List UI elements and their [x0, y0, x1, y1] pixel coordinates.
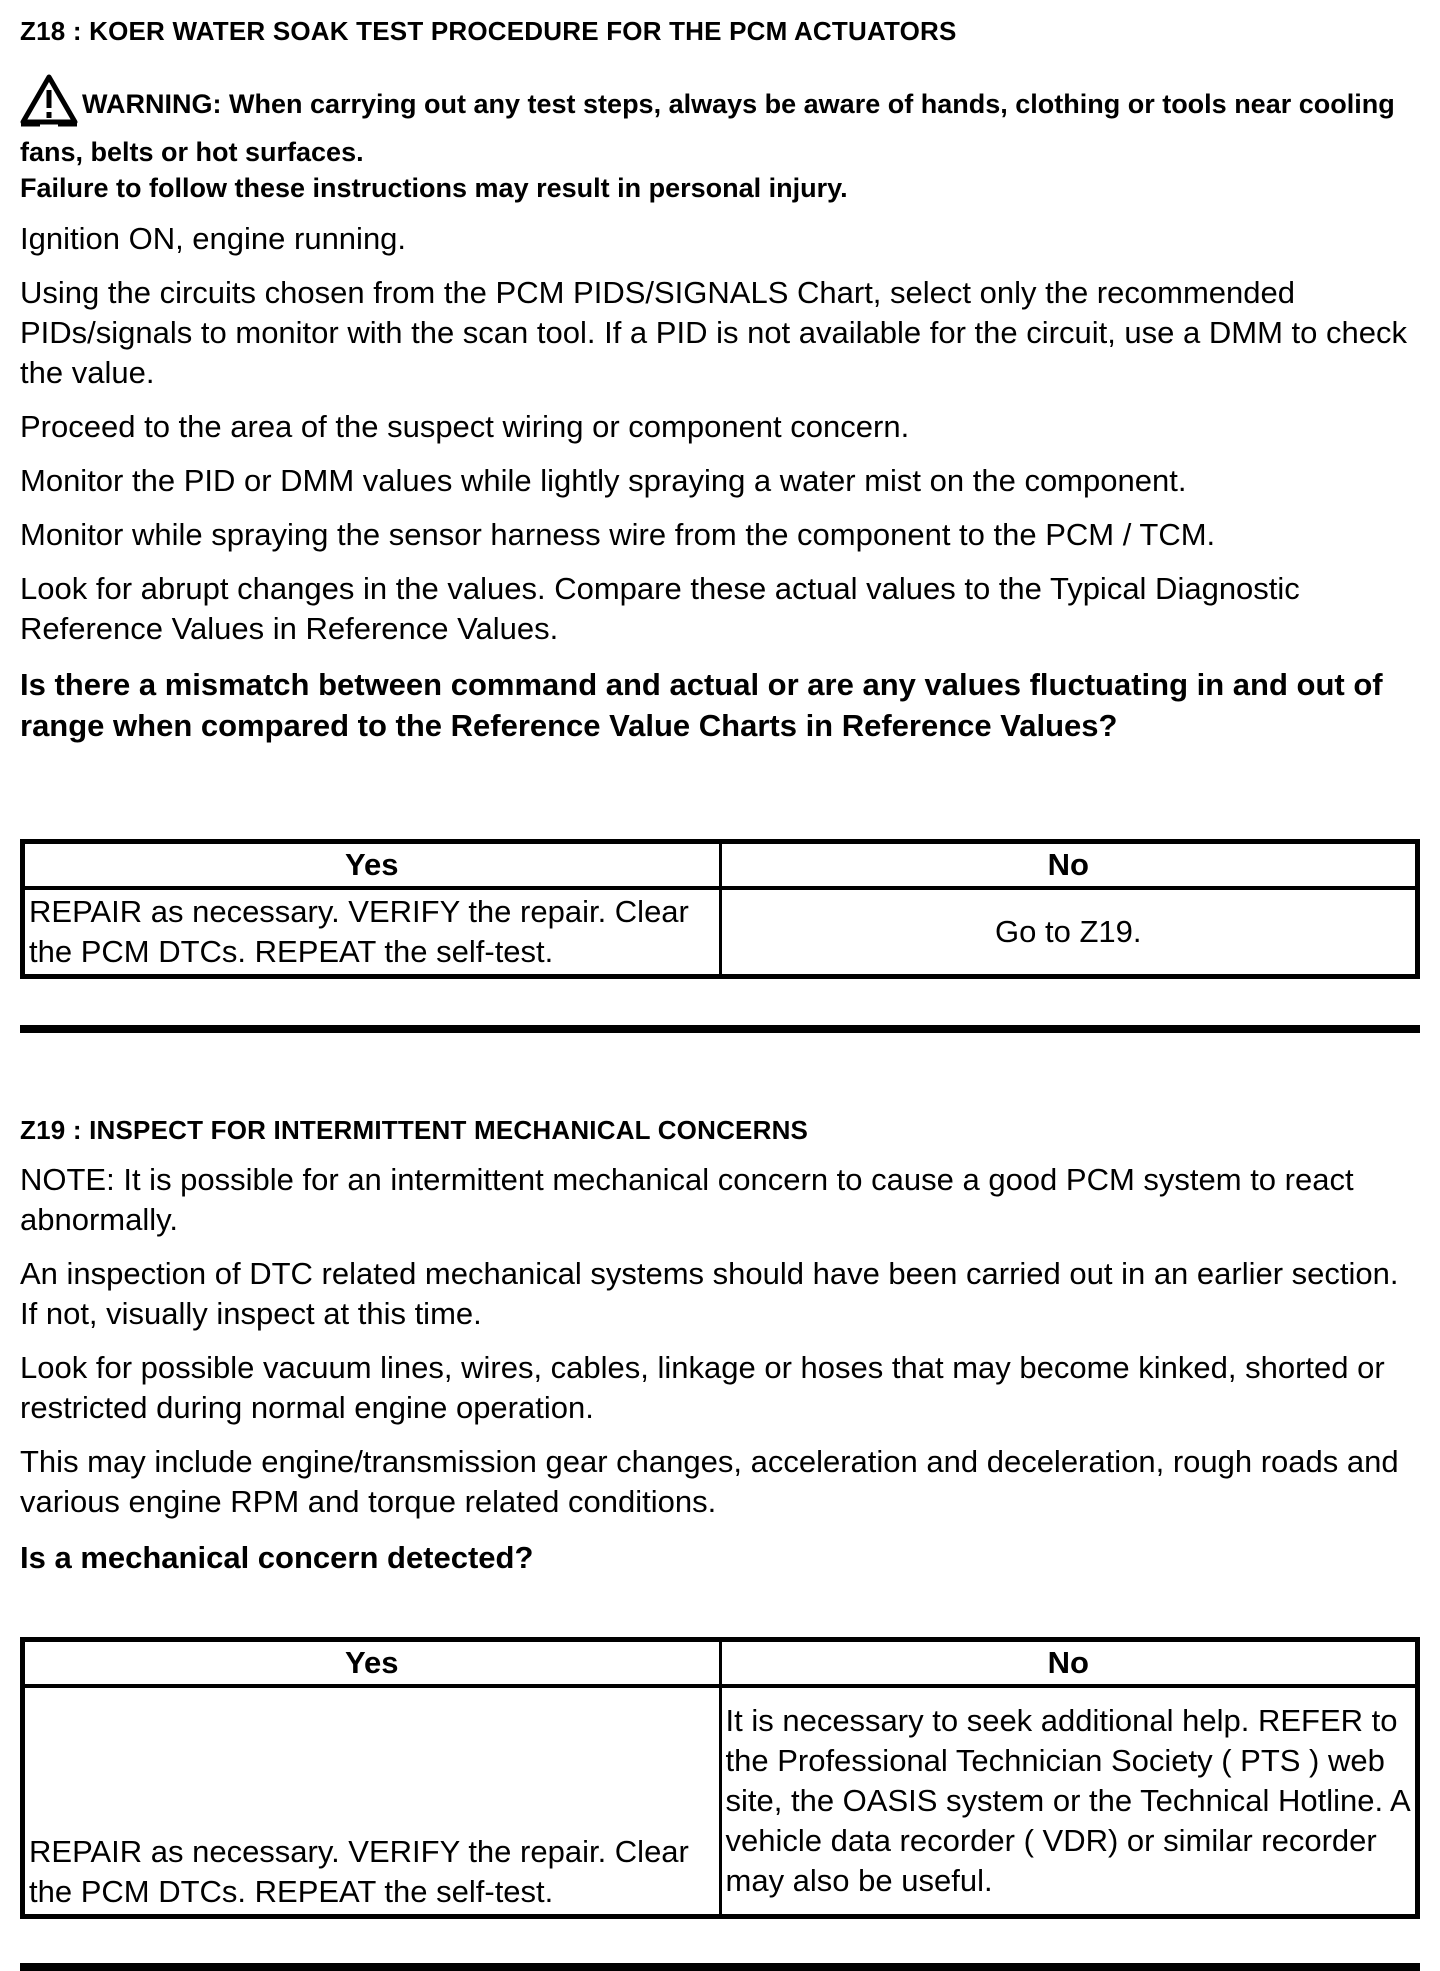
table-row: [23, 888, 1418, 976]
page-bottom-rule: [20, 1963, 1420, 1971]
table-header-row: [23, 841, 1418, 888]
table-row: [23, 1686, 1418, 1917]
section-z18: [20, 16, 1420, 979]
warning-failure-text: Failure to follow these instructions may result in personal injury.: [20, 172, 848, 203]
z19-question: Is a mechanical concern detected?: [20, 1539, 534, 1575]
z19-step-include: This may include engine/transmission gear changes, acceleration and deceleration, rough roads and various engine RPM and torque related conditions.: [20, 1443, 1399, 1519]
z18-header-no: No: [720, 841, 1418, 888]
z19-step-inspection: An inspection of DTC related mechanical systems should have been carried out in an earlier section. If not, visually inspect at this time.: [20, 1255, 1399, 1331]
z18-question: Is there a mismatch between command and actual or are any values fluctuating in and out of range when compared to the Reference Value Charts in Reference Values?: [20, 667, 1383, 744]
z19-cell-yes: REPAIR as necessary. VERIFY the repair. Clear the PCM DTCs. REPEAT the self-test.: [23, 1686, 721, 1917]
warning-block: [20, 73, 1420, 170]
z18-cell-yes: REPAIR as necessary. VERIFY the repair. Clear the PCM DTCs. REPEAT the self-test.: [23, 888, 721, 976]
section-z19-title: Z19 : INSPECT FOR INTERMITTENT MECHANICAL CONCERNS: [20, 1114, 809, 1145]
z18-step-ignition: Ignition ON, engine running.: [20, 221, 407, 257]
warning-text: WARNING: When carrying out any test steps, always be aware of hands, clothing or tools near cooling fans, belts or hot surfaces.: [20, 89, 1395, 167]
section-z19: [20, 1115, 1420, 1919]
z19-header-yes: Yes: [23, 1639, 721, 1686]
table-header-row: [23, 1639, 1418, 1686]
z18-step-circuits: Using the circuits chosen from the PCM PIDS/SIGNALS Chart, select only the recommended PIDs/signals to monitor with the scan tool. If a PID is not available for the circuit, use a DMM to check the value.: [20, 275, 1407, 391]
z19-decision-table: [20, 1637, 1420, 1919]
section-z18-title: Z18 : KOER WATER SOAK TEST PROCEDURE FOR THE PCM ACTUATORS: [20, 16, 957, 46]
z18-cell-no: Go to Z19.: [720, 888, 1418, 976]
z18-header-yes: Yes: [23, 841, 721, 888]
warning-triangle-icon: [20, 73, 78, 136]
z18-decision-table: [20, 839, 1420, 979]
z19-cell-no: It is necessary to seek additional help. REFER to the Professional Technician Society ( PTS ) web site, the OASIS system or the Technical Hotline. A vehicle data recorder ( VDR) or similar recorder may also be useful.: [720, 1686, 1418, 1917]
z19-note: NOTE: It is possible for an intermittent mechanical concern to cause a good PCM system to react abnormally.: [20, 1161, 1354, 1237]
z19-step-look: Look for possible vacuum lines, wires, cables, linkage or hoses that may become kinked, shorted or restricted during normal engine operation.: [20, 1349, 1385, 1425]
z18-step-look-changes: Look for abrupt changes in the values. Compare these actual values to the Typical Diagnostic Reference Values in Reference Values.: [20, 571, 1300, 647]
z18-step-monitor-pid: Monitor the PID or DMM values while lightly spraying a water mist on the component.: [20, 463, 1187, 499]
z18-step-monitor-spray: Monitor while spraying the sensor harness wire from the component to the PCM / TCM.: [20, 517, 1216, 553]
z19-header-no: No: [720, 1639, 1418, 1686]
z18-step-proceed: Proceed to the area of the suspect wiring or component concern.: [20, 409, 910, 445]
section-divider: [20, 1025, 1420, 1033]
